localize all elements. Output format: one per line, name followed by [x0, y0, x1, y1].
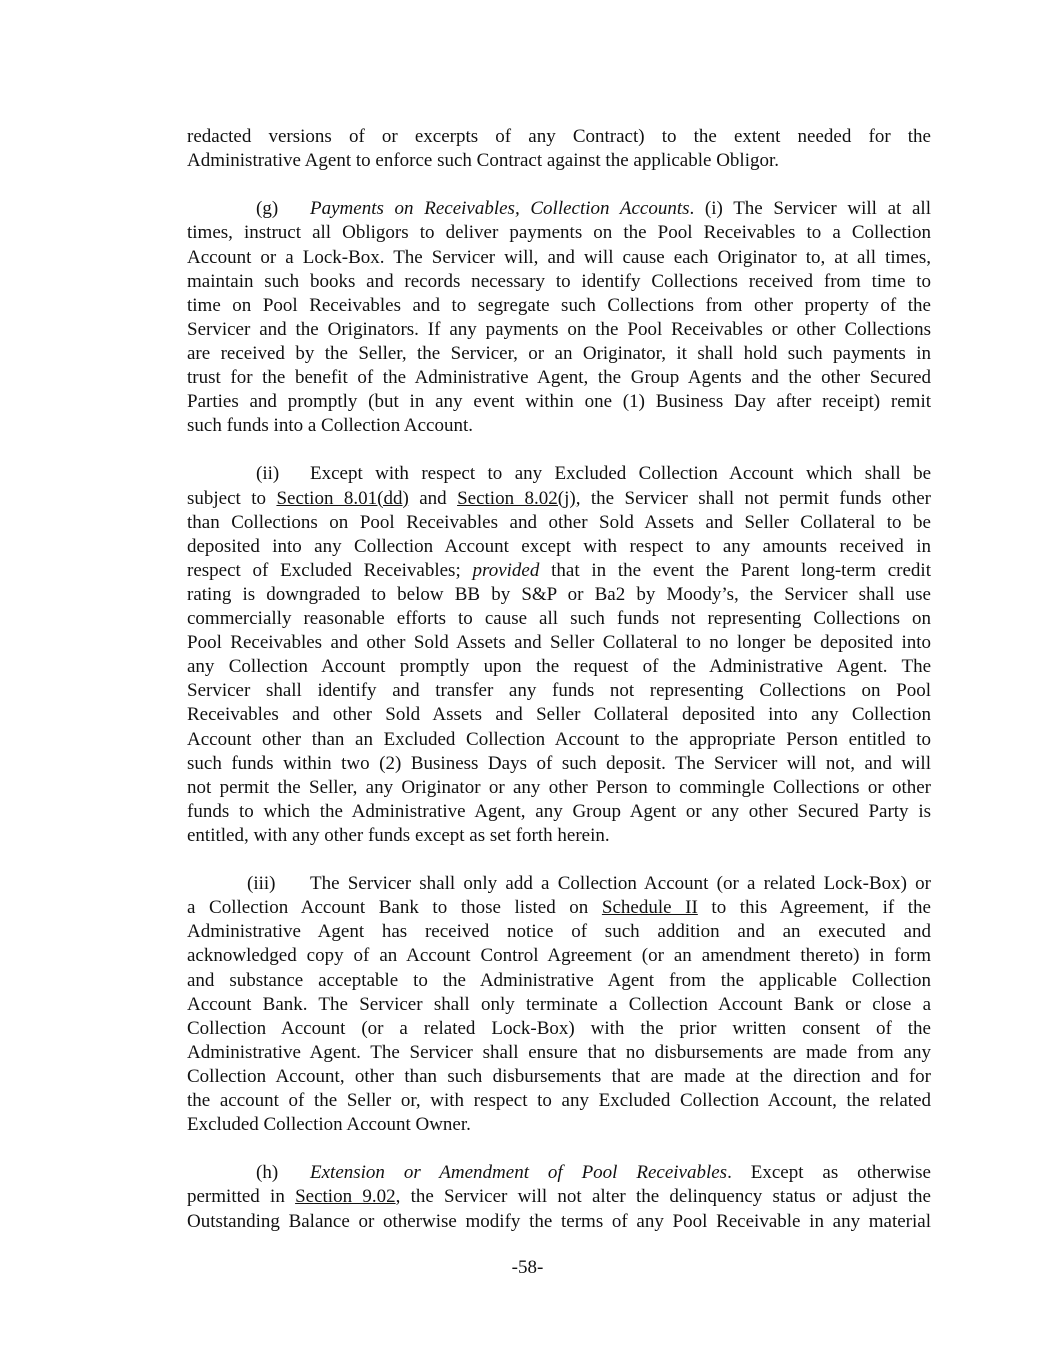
text-run: and substance acceptable to the Administrative Agent from the applicable Collection [187, 969, 931, 991]
text-run: Administrative Agent to enforce such Contract against the applicable Obligor. [187, 150, 780, 172]
text-line [187, 583, 931, 607]
text-line [187, 487, 931, 511]
text-run: redacted versions of or excerpts of any Contract) to the extent needed for the [187, 126, 931, 147]
text-run: permitted in [187, 1186, 296, 1208]
section-label: (ii) [256, 463, 280, 485]
text-run: time on Pool Receivables and to segregate such Collections from other property of the [187, 294, 931, 316]
cross-reference: Section 9.02 [295, 1186, 396, 1208]
text-line [187, 728, 931, 752]
text-line [187, 679, 931, 703]
text-run: , the Servicer shall not permit funds other [575, 487, 931, 509]
text-run: subject to [187, 487, 277, 509]
text-line [187, 1113, 931, 1137]
text-run: Outstanding Balance or otherwise modify the terms of any Pool Receivable in any material [187, 1210, 931, 1232]
text-line [256, 1161, 931, 1185]
text-line [187, 270, 931, 294]
text-line [187, 535, 931, 559]
text-line [187, 511, 931, 535]
text-line [187, 125, 931, 149]
text-run: Servicer and the Originators. If any payments on the Pool Receivables or other Collections [187, 318, 931, 340]
text-line [187, 703, 931, 727]
text-line [187, 246, 931, 270]
text-run: are received by the Seller, the Servicer, or an Originator, it shall hold such payments in [187, 342, 931, 364]
text-run: Collection Account (or a related Lock-Box) with the prior written consent of the [187, 1017, 931, 1039]
text-line [187, 776, 931, 800]
emphasis-text: provided [472, 559, 540, 581]
text-run: . Except as otherwise [727, 1162, 931, 1184]
text-run: times, instruct all Obligors to deliver payments on the Pool Receivables to a Collection [187, 222, 931, 244]
text-line [187, 221, 931, 245]
text-run: Collection Account, other than such disbursements that are made at the direction and for [187, 1065, 931, 1087]
text-run: trust for the benefit of the Administrative Agent, the Group Agents and the other Secured [187, 367, 931, 388]
text-line [187, 1065, 931, 1089]
text-line [187, 318, 931, 342]
text-line [187, 559, 931, 583]
text-line [187, 752, 931, 776]
text-run: to this Agreement, if the [697, 897, 931, 919]
text-line [187, 993, 931, 1017]
text-run: that in the event the Parent long-term credit [539, 559, 931, 581]
text-run: Parties and promptly (but in any event within one (1) Business Day after receipt) remit [187, 391, 931, 413]
text-line [187, 824, 931, 848]
text-run: Account Bank. The Servicer shall only terminate a Collection Account Bank or close a [187, 993, 931, 1015]
text-line [187, 366, 931, 390]
text-run: Servicer shall identify and transfer any funds not representing Collections on Pool [187, 680, 931, 702]
emphasis-text: Payments on Receivables, Collection Accounts [310, 198, 690, 220]
text-line [187, 944, 931, 968]
text-run: entitled, with any other funds except as set forth herein. [187, 824, 610, 846]
text-run: than Collections on Pool Receivables and other Sold Assets and Seller Collateral to be [187, 511, 931, 533]
text-run: , the Servicer will not alter the delinquency status or adjust the [395, 1186, 931, 1208]
text-run: Administrative Agent has received notice of such addition and an executed and [187, 921, 931, 943]
section-label: (g) [256, 198, 279, 220]
text-line [187, 294, 931, 318]
text-run: the account of the Seller or, with respect to any Excluded Collection Account, the related [187, 1090, 931, 1111]
text-run: deposited into any Collection Account except with respect to any amounts received in [187, 535, 931, 557]
text-run: Account or a Lock-Box. The Servicer will, and will cause each Originator to, at all times, [187, 246, 931, 268]
emphasis-text: Extension or Amendment of Pool Receivables [310, 1162, 728, 1184]
text-line [187, 414, 931, 438]
text-run: funds to which the Administrative Agent, any Group Agent or any other Secured Party is [187, 800, 931, 822]
text-run: and [408, 487, 458, 509]
text-line [187, 390, 931, 414]
text-run: Account other than an Excluded Collection Account to the appropriate Person entitled to [187, 728, 931, 750]
text-run: Excluded Collection Account Owner. [187, 1114, 471, 1136]
text-line [247, 872, 931, 896]
text-line [187, 149, 931, 173]
text-line [187, 920, 931, 944]
text-line [187, 1089, 931, 1113]
text-run: a Collection Account Bank to those listed on [187, 897, 602, 919]
text-run: not permit the Seller, any Originator or any other Person to commingle Collections or other [187, 776, 931, 798]
cross-reference: Section 8.02(j) [457, 487, 576, 509]
text-run: The Servicer shall only add a Collection Account (or a related Lock-Box) or [310, 873, 931, 895]
text-line [187, 1041, 931, 1065]
text-run: commercially reasonable efforts to cause all such funds not representing Collections on [187, 608, 931, 629]
text-run: such funds within two (2) Business Days of such deposit. The Servicer will not, and will [187, 752, 931, 774]
cross-reference: Section 8.01(dd) [276, 487, 409, 509]
section-label: (h) [256, 1162, 279, 1184]
section-label: (iii) [247, 873, 276, 895]
text-line [187, 1017, 931, 1041]
text-line [187, 631, 931, 655]
text-line [256, 462, 931, 486]
text-run: such funds into a Collection Account. [187, 415, 474, 437]
text-line [187, 896, 931, 920]
page-number: -58- [511, 1257, 544, 1278]
text-run: Administrative Agent. The Servicer shall ensure that no disbursements are made from any [187, 1041, 931, 1063]
text-line [187, 1185, 931, 1209]
text-run: Receivables and other Sold Assets and Seller Collateral deposited into any Collection [187, 704, 931, 726]
text-run: . (i) The Servicer will at all [689, 198, 931, 220]
text-run: Except with respect to any Excluded Collection Account which shall be [310, 463, 931, 485]
text-line [187, 342, 931, 366]
text-run: respect of Excluded Receivables; [187, 559, 473, 581]
cross-reference: Schedule II [601, 897, 698, 919]
text-run: rating is downgraded to below BB by S&P or Ba2 by Moody’s, the Servicer shall use [187, 583, 931, 605]
text-line [187, 607, 931, 631]
text-run: any Collection Account promptly upon the request of the Administrative Agent. The [187, 656, 931, 678]
text-line [187, 969, 931, 993]
text-line [256, 197, 931, 221]
text-line [187, 1210, 931, 1234]
text-line [187, 655, 931, 679]
text-line [187, 800, 931, 824]
text-run: acknowledged copy of an Account Control Agreement (or an amendment thereto) in form [187, 945, 931, 967]
text-run: Pool Receivables and other Sold Assets and Seller Collateral to no longer be deposited into [187, 632, 931, 654]
text-run: maintain such books and records necessary to identify Collections received from time to [187, 270, 931, 292]
